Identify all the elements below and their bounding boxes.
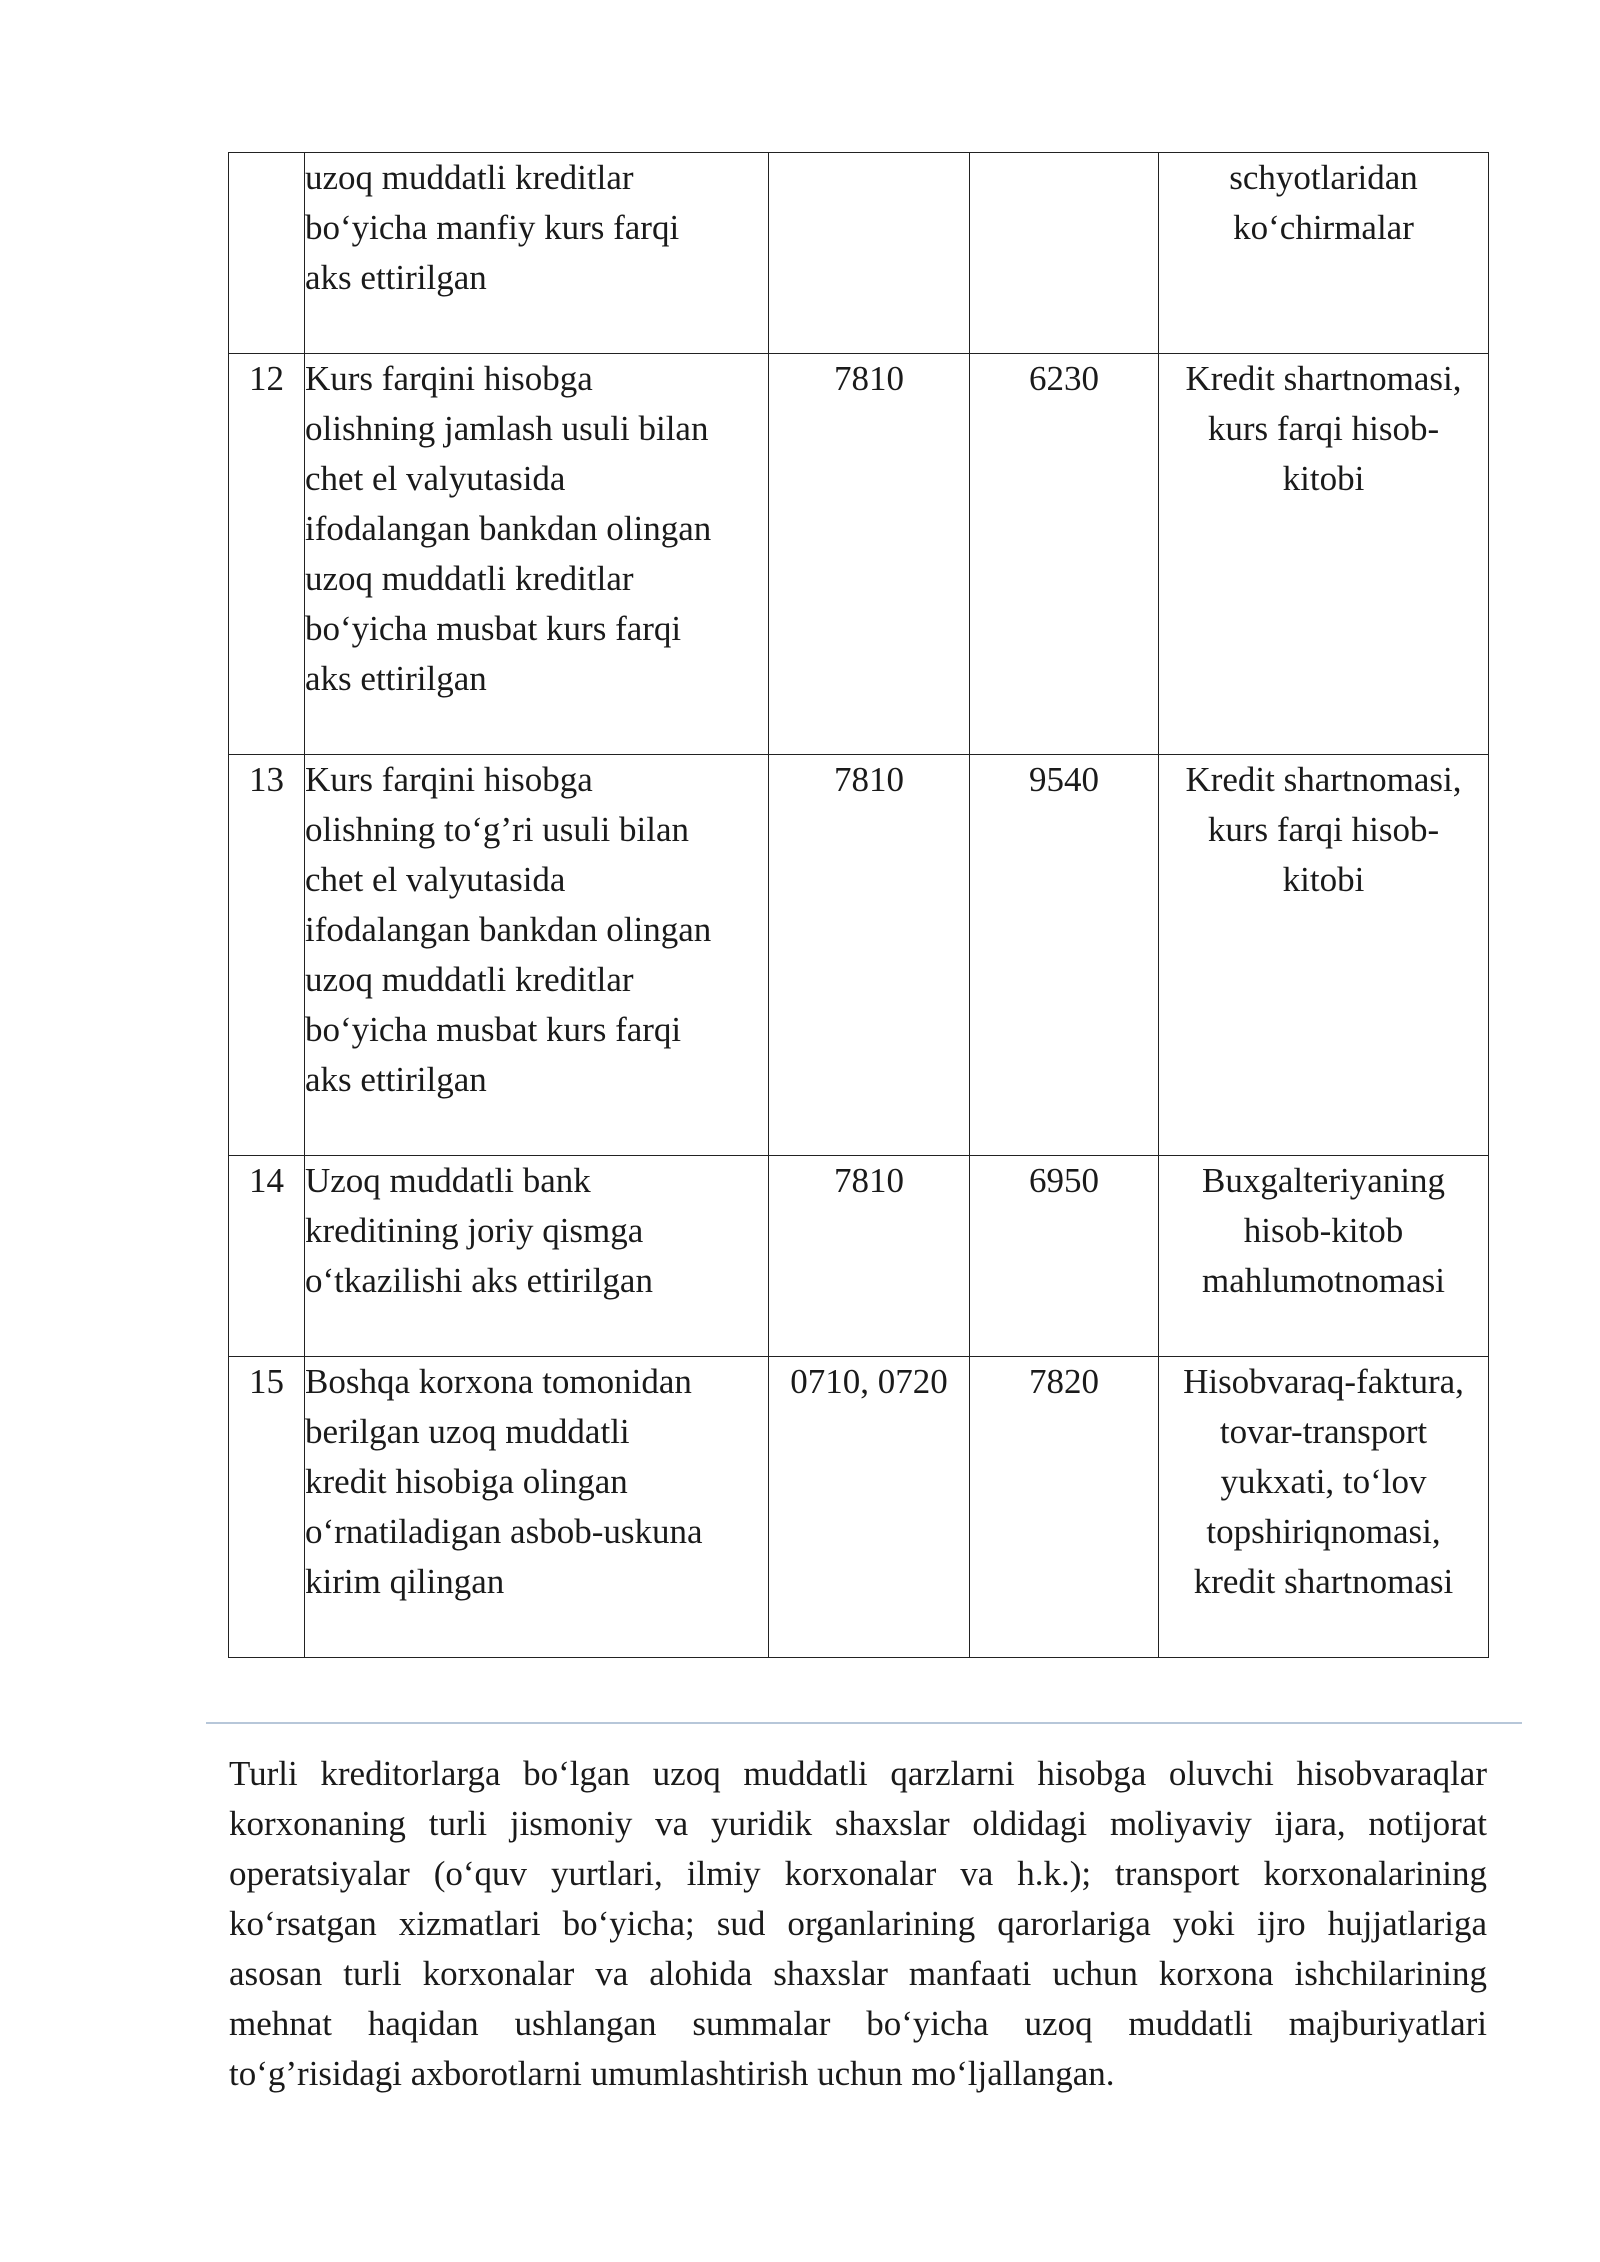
source-document-cell-line: kurs farqi hisob- [1207,810,1440,849]
paragraph-line: korxonaning turli jismoniy va yuridik shaxslar oldidagi moliyaviy ijara, notijorat [229,1804,1487,1843]
operation-description-cell-line: Boshqa korxona tomonidan [305,1362,692,1401]
debit-account-cell: 7810 [769,354,970,755]
debit-account-cell: 7810 [769,755,970,1156]
operation-description-cell-line: kirim qilingan [305,1562,505,1601]
operation-description-cell-line: bo‘yicha musbat kurs farqi [305,609,682,648]
source-document-cell-line: Kredit shartnomasi, [1185,760,1462,799]
operation-description-cell-line: uzoq muddatli kreditlar [305,960,634,999]
operation-description-cell-line: ifodalangan bankdan olingan [305,910,712,949]
operation-description-cell-line: olishning to‘g’ri usuli bilan [305,810,690,849]
operation-description-cell [305,153,769,354]
operation-description-cell [305,755,769,1156]
entry-number-cell: 14 [229,1156,305,1357]
operation-description-cell-line: berilgan uzoq muddatli [305,1412,630,1451]
operation-description-cell-line: Kurs farqini hisobga [305,760,593,799]
debit-account-cell: 7810 [769,1156,970,1357]
body-paragraph [229,1749,1487,2099]
operation-description-cell-line: aks ettirilgan [305,258,487,297]
operation-description-cell-line: uzoq muddatli kreditlar [305,158,634,197]
operation-description-cell [305,354,769,755]
operation-description-cell-line: chet el valyutasida [305,860,566,899]
source-document-cell [1159,755,1489,1156]
operation-description-cell-line: o‘rnatiladigan asbob-uskuna [305,1512,703,1551]
source-document-cell-line: tovar-transport [1219,1412,1428,1451]
credit-account-cell [970,153,1159,354]
paragraph-line: mehnat haqidan ushlangan summalar bo‘yicha uzoq muddatli majburiyatlari [229,2004,1487,2043]
table-row [229,1156,1489,1357]
table-row [229,1357,1489,1658]
source-document-cell [1159,153,1489,354]
section-divider [206,1722,1522,1724]
paragraph-line: ko‘rsatgan xizmatlari bo‘yicha; sud organlarining qarorlariga yoki ijro hujjatlariga [229,1904,1487,1943]
paragraph-line: operatsiyalar (o‘quv yurtlari, ilmiy korxonalar va h.k.); transport korxonalarining [229,1854,1487,1893]
entry-number-cell: 13 [229,755,305,1156]
entry-number-cell: 12 [229,354,305,755]
operation-description-cell-line: olishning jamlash usuli bilan [305,409,709,448]
operation-description-cell-line: Uzoq muddatli bank [305,1161,591,1200]
source-document-cell [1159,1357,1489,1658]
source-document-cell-line: Hisobvaraq-faktura, [1183,1362,1464,1401]
operation-description-cell-line: ifodalangan bankdan olingan [305,509,712,548]
source-document-cell-line: kitobi [1282,459,1365,498]
table-row [229,153,1489,354]
debit-account-cell [769,153,970,354]
operation-description-cell [305,1156,769,1357]
operation-description-cell-line: aks ettirilgan [305,1060,487,1099]
operation-description-cell-line: kredit hisobiga olingan [305,1462,628,1501]
operation-description-cell-line: chet el valyutasida [305,459,566,498]
source-document-cell-line: yukxati, to‘lov [1220,1462,1427,1501]
accounting-entries-table [228,152,1489,1658]
credit-account-cell: 7820 [970,1357,1159,1658]
source-document-cell-line: kitobi [1282,860,1365,899]
credit-account-cell: 6230 [970,354,1159,755]
operation-description-cell-line: aks ettirilgan [305,659,487,698]
source-document-cell [1159,1156,1489,1357]
source-document-cell-line: Kredit shartnomasi, [1185,359,1462,398]
paragraph-line: asosan turli korxonalar va alohida shaxslar manfaati uchun korxona ishchilarining [229,1954,1487,1993]
table-row [229,755,1489,1156]
table-row [229,354,1489,755]
credit-account-cell: 9540 [970,755,1159,1156]
source-document-cell-line: schyotlaridan [1229,158,1418,197]
source-document-cell-line: ko‘chirmalar [1233,208,1414,247]
credit-account-cell: 6950 [970,1156,1159,1357]
source-document-cell [1159,354,1489,755]
source-document-cell-line: topshiriqnomasi, [1206,1512,1441,1551]
paragraph-line: Turli kreditorlarga bo‘lgan uzoq muddatli qarzlarni hisobga oluvchi hisobvaraqlar [229,1754,1487,1793]
operation-description-cell-line: Kurs farqini hisobga [305,359,593,398]
source-document-cell-line: kredit shartnomasi [1193,1562,1454,1601]
operation-description-cell [305,1357,769,1658]
source-document-cell-line: hisob-kitob [1243,1211,1404,1250]
table-body [229,153,1489,1658]
paragraph-line: to‘g’risidagi axborotlarni umumlashtirish uchun mo‘ljallangan. [229,2054,1115,2093]
source-document-cell-line: kurs farqi hisob- [1207,409,1440,448]
operation-description-cell-line: uzoq muddatli kreditlar [305,559,634,598]
entry-number-cell [229,153,305,354]
source-document-cell-line: Buxgalteriyaning [1201,1161,1445,1200]
operation-description-cell-line: kreditining joriy qismga [305,1211,644,1250]
operation-description-cell-line: bo‘yicha musbat kurs farqi [305,1010,682,1049]
operation-description-cell-line: o‘tkazilishi aks ettirilgan [305,1261,653,1300]
entry-number-cell: 15 [229,1357,305,1658]
source-document-cell-line: mahlumotnomasi [1201,1261,1446,1300]
operation-description-cell-line: bo‘yicha manfiy kurs farqi [305,208,680,247]
debit-account-cell: 0710, 0720 [769,1357,970,1658]
